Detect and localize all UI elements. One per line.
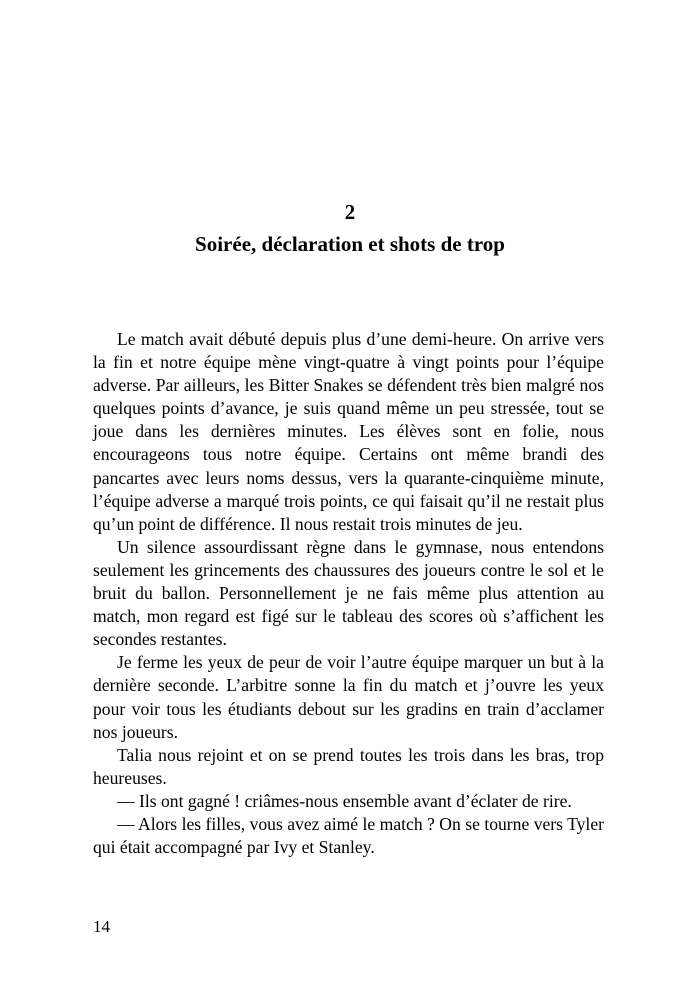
chapter-title: Soirée, déclaration et shots de trop: [195, 232, 505, 256]
paragraph: Un silence assourdissant règne dans le gymnase, nous entendons seulement les grincements des chaussures des joueurs contre le sol et le bruit du ballon. Personnellement je ne fais même plus attention au match, mon regard est figé sur le tableau des scores où s’affichent les secondes restantes.: [93, 536, 604, 650]
paragraph: Je ferme les yeux de peur de voir l’autre équipe marquer un but à la dernière seconde. L’arbitre sonne la fin du match et j’ouvre les yeux pour voir tous les étudiants debout sur les gradins en train d’acclamer nos joueurs.: [93, 652, 604, 742]
paragraph: Talia nous rejoint et on se prend toutes les trois dans les bras, trop heureuses.: [93, 744, 604, 788]
paragraph: Le match avait débuté depuis plus d’une demi-heure. On arrive vers la fin et notre équipe mène vingt-quatre à vingt points pour l’équipe adverse. Par ailleurs, les Bitter Snakes se défendent très bien malgré nos quelques points d’avance, je suis quand même un peu stressée, tout se joue dans les dernières minutes. Les élèves sont en folie, nous encourageons tous notre équipe. Certains ont même brandi des pancartes avec leurs noms dessus, vers la quarante-cinquième minute, l’équipe adverse a marqué trois points, ce qui faisait qu’il ne restait plus qu’un point de différence. Il nous restait trois minutes de jeu.: [93, 329, 604, 534]
page-number: 14: [93, 917, 110, 936]
chapter-number: 2: [344, 200, 356, 224]
dialogue-line: — Alors les filles, vous avez aimé le match ? On se tourne vers Tyler qui était accompagné par Ivy et Stanley.: [93, 813, 604, 858]
chapter-body: [93, 328, 604, 859]
dialogue-line: — Ils ont gagné ! criâmes-nous ensemble avant d’éclater de rire.: [117, 790, 572, 811]
